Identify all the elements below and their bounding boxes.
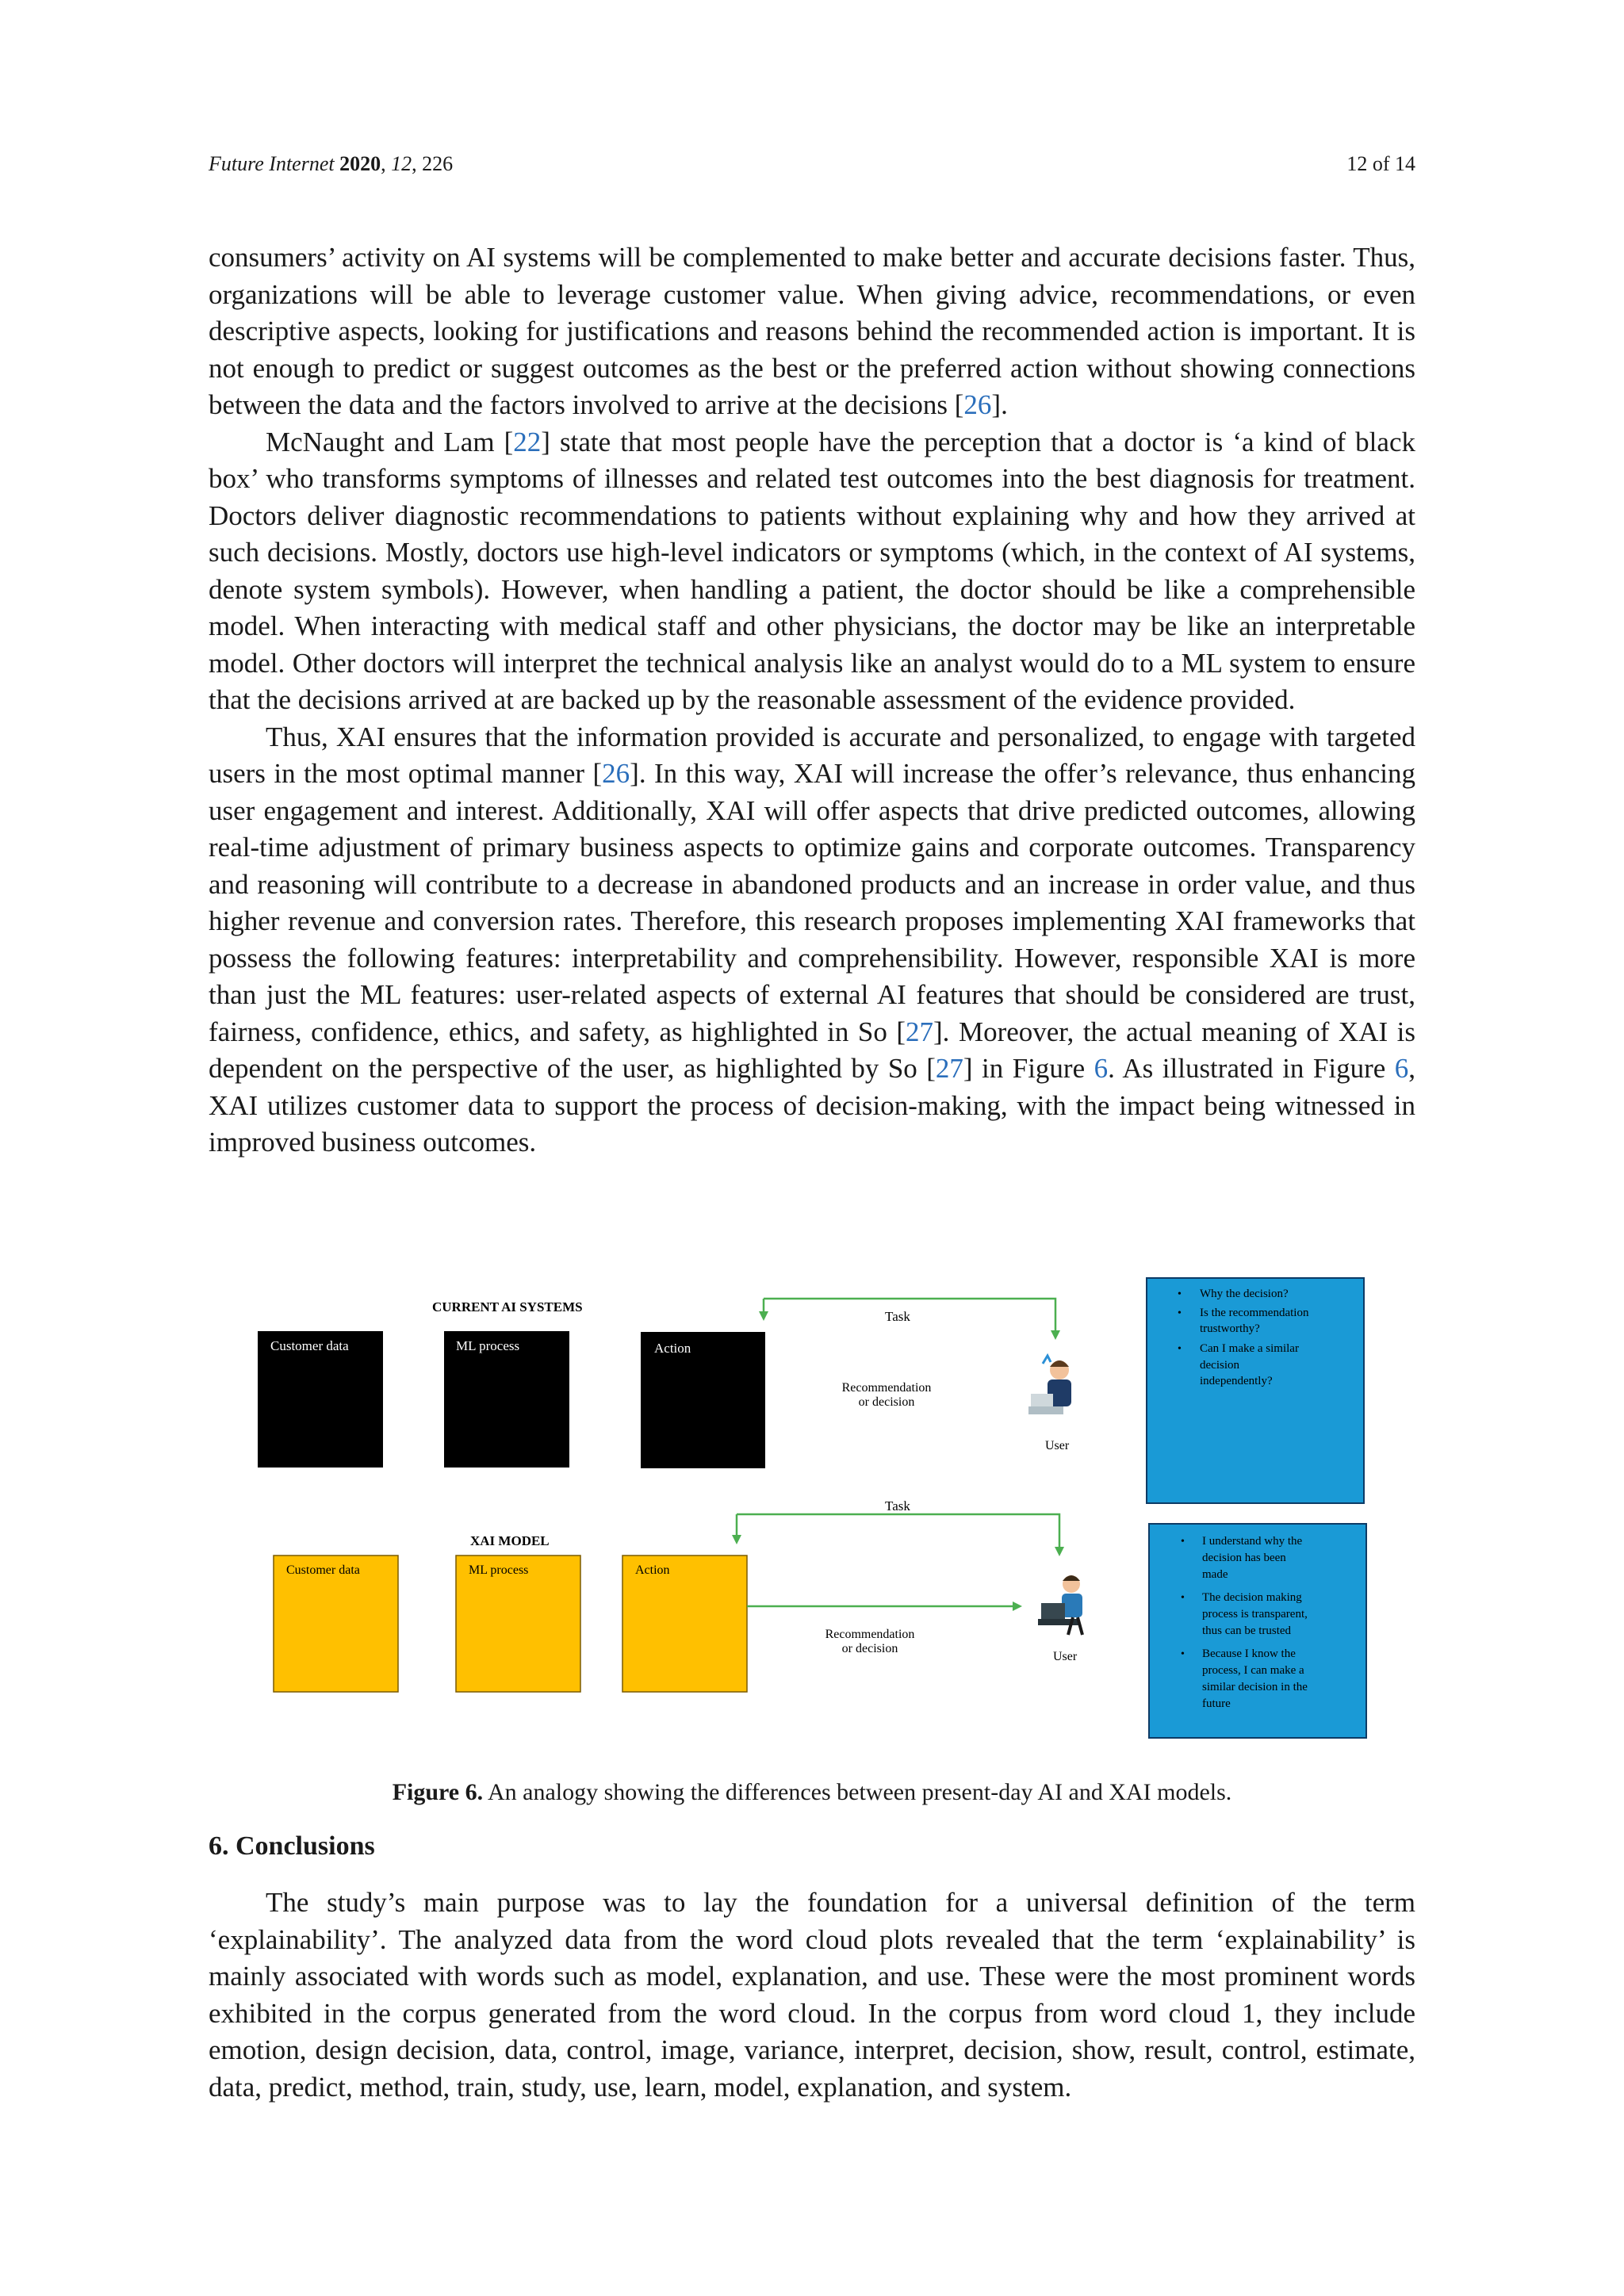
question-line: independently? — [1200, 1375, 1273, 1387]
statement-line: The decision making — [1202, 1591, 1302, 1604]
question-line: Can I make a similar — [1200, 1342, 1299, 1355]
reco-label-bottom-1: Recommendation — [825, 1628, 915, 1641]
text-run: McNaught and Lam [ — [266, 426, 514, 457]
user-confused-icon — [1028, 1356, 1071, 1414]
statement-line: thus can be trusted — [1202, 1624, 1292, 1637]
citation-link[interactable]: 26 — [963, 389, 992, 420]
question-line: Is the recommendation — [1200, 1307, 1309, 1319]
label-customer-data-bottom: Customer data — [286, 1563, 360, 1577]
question-line: trustworthy? — [1200, 1322, 1260, 1335]
citation-link[interactable]: 27 — [935, 1053, 963, 1084]
journal-year: 2020 — [339, 152, 381, 175]
text-run: ]. Moreover, the actual meaning of XAI is dependent on the perspective of the user, as highlighted by So [ — [209, 1016, 1415, 1084]
bullet: • — [1178, 1307, 1182, 1319]
body-text — [209, 239, 1415, 1161]
current-ai-title: CURRENT AI SYSTEMS — [432, 1299, 583, 1314]
article-number: 226 — [422, 152, 454, 175]
task-arrow-bottom-right — [737, 1514, 1059, 1552]
text-run: . As illustrated in Figure — [1108, 1053, 1395, 1084]
text-run: ] in Figure — [963, 1053, 1094, 1084]
bullet: • — [1181, 1648, 1185, 1660]
paragraph-3 — [209, 719, 1415, 1161]
bullet: • — [1178, 1288, 1182, 1300]
text-run: consumers’ activity on AI systems will be complemented to make better and accurate decisions faster. Thus, organizations will be able to leverage customer value. When giving advice, recommendations, or even descriptive aspects, looking for justifications and reasons behind the recommended action is important. It is not enough to predict or suggest outcomes as the best or the preferred action without showing connections between the data and the factors involved to arrive at the decisions [ — [209, 242, 1415, 420]
task-label-bottom: Task — [885, 1498, 910, 1513]
statement-line: process, I can make a — [1202, 1664, 1304, 1677]
statement-line: similar decision in the — [1202, 1681, 1308, 1693]
citation-link[interactable]: 27 — [906, 1016, 934, 1047]
text-run: Thus, XAI ensures that the information provided is accurate and personalized, to engage with targeted users in the most optimal manner [ — [209, 721, 1415, 789]
reco-label-top-1: Recommendation — [841, 1381, 932, 1395]
bullet: • — [1178, 1343, 1182, 1355]
statement-line: made — [1202, 1568, 1228, 1581]
label-ml-process-top: ML process — [456, 1338, 520, 1353]
paragraph-1 — [209, 239, 1415, 424]
bullet: • — [1181, 1536, 1185, 1548]
reco-label-top-2: or decision — [858, 1395, 915, 1409]
paragraph-2 — [209, 424, 1415, 719]
label-action-bottom: Action — [635, 1563, 670, 1577]
statement-line: decision has been — [1202, 1552, 1286, 1564]
running-head: Future Internet 2020, 12, 226 — [209, 152, 454, 175]
conclusion-paragraph: The study’s main purpose was to lay the foundation for a universal definition of the term ‘explainability’. The analyzed data from the word cloud plots revealed that the term ‘explainability’ is mainly associated with words such as model, explanation, and use. These were the most prominent words exhibited in the corpus generated from the word cloud. In the corpus from word cloud 1, they include emotion, design decision, data, control, image, variance, interpret, decision, show, result, control, estimate, data, predict, method, train, study, use, learn, model, explanation, and system. — [209, 1887, 1415, 2103]
citation-link[interactable]: 22 — [513, 426, 542, 457]
journal-name: Future Internet — [209, 152, 335, 175]
section-heading: 6. Conclusions — [209, 1831, 375, 1861]
question-line: decision — [1200, 1359, 1239, 1372]
statement-line: process is transparent, — [1202, 1608, 1308, 1621]
figure-link[interactable]: 6 — [1094, 1053, 1109, 1084]
text-run: ]. In this way, XAI will increase the offer’s relevance, thus enhancing user engagement and interest. Additionally, XAI will offer aspects that drive predicted outcomes, allowing real-time adjustment of primary business aspects to optimize gains and corporate outcomes. Transparency and reasoning will contribute to a decrease in abandoned products and an increase in order value, and thus higher revenue and conversion rates. Therefore, this research proposes implementing XAI frameworks that possess the following features: interpretability and comprehensibility. However, responsible XAI is more than just the ML features: user-related aspects of external AI features that should be considered are trust, fairness, confidence, ethics, and safety, as highlighted in So [ — [209, 758, 1415, 1047]
figure-caption — [209, 1779, 1415, 1806]
caption-text: An analogy showing the differences between present-day AI and XAI models. — [483, 1779, 1232, 1805]
task-label-top: Task — [885, 1309, 910, 1324]
statement-line: I understand why the — [1202, 1535, 1303, 1548]
page-number: 12 of 14 — [1346, 152, 1415, 175]
user-label-top: User — [1045, 1439, 1070, 1452]
figure-6 — [209, 1269, 1415, 1760]
user-label-bottom: User — [1053, 1650, 1078, 1663]
xai-model-title: XAI MODEL — [470, 1533, 550, 1548]
statement-line: Because I know the — [1202, 1647, 1296, 1660]
label-action-top: Action — [654, 1341, 691, 1356]
statement-line: future — [1202, 1697, 1231, 1710]
citation-link[interactable]: 26 — [602, 758, 630, 789]
reco-label-bottom-2: or decision — [841, 1642, 898, 1655]
label-ml-process-bottom: ML process — [469, 1563, 529, 1577]
question-line: Why the decision? — [1200, 1288, 1289, 1300]
label-customer-data-top: Customer data — [270, 1338, 349, 1353]
conclusion-text — [209, 1885, 1415, 2106]
user-confident-icon — [1038, 1575, 1082, 1635]
text-run: , XAI utilizes customer data to support the process of decision-making, with the impact being witnessed in improved business outcomes. — [209, 1053, 1416, 1158]
caption-label: Figure 6. — [392, 1779, 484, 1805]
text-run: ] state that most people have the perception that a doctor is ‘a kind of black box’ who transforms symptoms of illnesses and related test outcomes into the best diagnosis for treatment. Doctors deliver diagnostic recommendations to patients without explaining why and how they arrived at such decisions. Mostly, doctors use high-level indicators or symptoms (which, in the context of AI systems, denote system symbols). However, when handling a patient, the doctor should be like a comprehensible model. When interacting with medical staff and other physicians, the doctor may be like an interpretable model. Other doctors will interpret the technical analysis like an analyst would do to a ML system to ensure that the decisions arrived at are backed up by the reasonable assessment of the evidence provided. — [209, 426, 1415, 715]
bullet: • — [1181, 1592, 1185, 1604]
figure-link[interactable]: 6 — [1394, 1053, 1409, 1084]
figure-diagram — [209, 1269, 1415, 1760]
page-header — [209, 152, 1415, 181]
journal-volume: 12 — [391, 152, 412, 175]
text-run: ]. — [991, 389, 1008, 420]
